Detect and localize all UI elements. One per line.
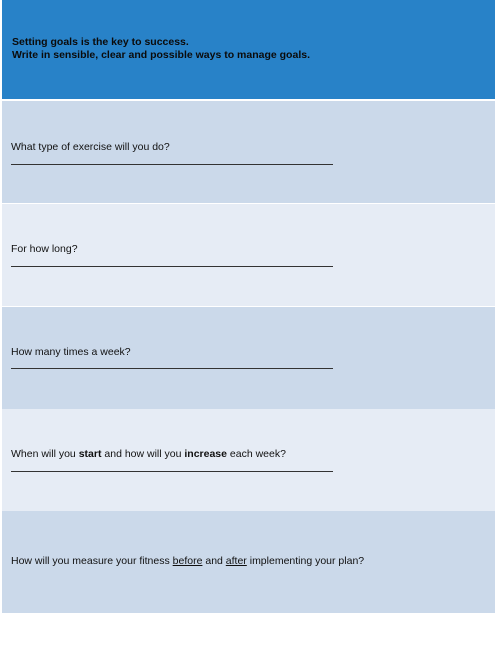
header-line-1: Setting goals is the key to success. <box>12 36 189 48</box>
question-text-part: How will you measure your fitness <box>11 555 173 567</box>
question-label: What type of exercise will you do? <box>11 141 170 153</box>
question-emphasis-after: after <box>225 555 247 567</box>
question-emphasis-before: before <box>172 555 203 567</box>
question-row-duration <box>2 204 495 306</box>
question-label: For how long? <box>11 243 78 255</box>
question-text-part: and how will you <box>101 448 185 460</box>
answer-line[interactable] <box>11 471 333 472</box>
question-emphasis-start: start <box>78 448 102 460</box>
header-instructions <box>12 36 310 62</box>
question-label: How many times a week? <box>11 346 131 358</box>
question-emphasis-increase: increase <box>184 448 227 460</box>
question-row-start-increase <box>2 409 495 511</box>
answer-line[interactable] <box>11 164 333 165</box>
header-banner <box>2 0 495 99</box>
question-label <box>11 555 364 568</box>
question-text-part: each week? <box>226 448 286 460</box>
header-line-2: Write in sensible, clear and possible ways to manage goals. <box>12 49 310 61</box>
question-row-exercise-type <box>2 101 495 203</box>
question-text-part: implementing your plan? <box>246 555 365 567</box>
question-text-part: and <box>202 555 226 567</box>
question-text-part: When will you <box>11 448 79 460</box>
answer-line[interactable] <box>11 368 333 369</box>
question-row-frequency <box>2 307 495 409</box>
question-row-measure-fitness <box>2 511 495 613</box>
question-label <box>11 448 286 461</box>
answer-line[interactable] <box>11 266 333 267</box>
